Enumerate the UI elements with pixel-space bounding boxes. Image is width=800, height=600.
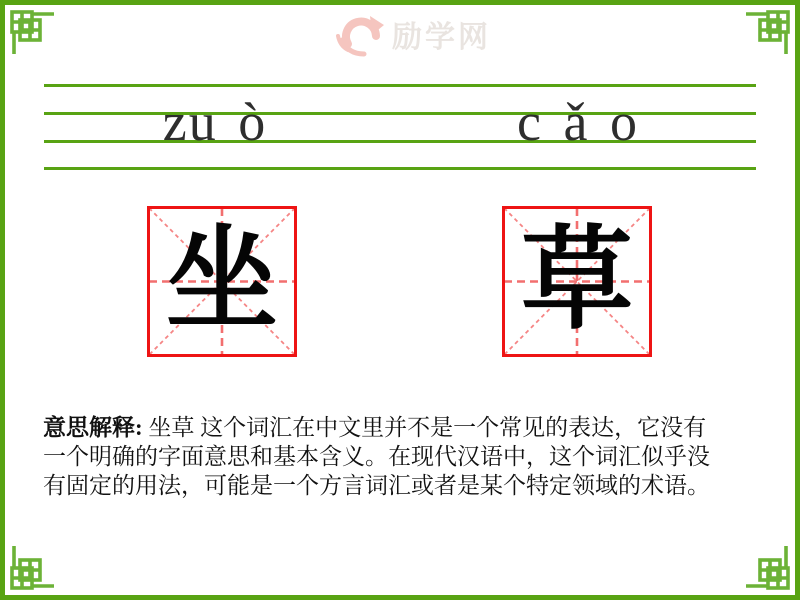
explanation-line [43, 413, 767, 442]
character-box-cao [502, 206, 652, 357]
explanation-line: 一个明确的字面意思和基本含义。在现代汉语中，这个词汇似乎没 [43, 444, 710, 469]
brand-name: 励学网 [392, 21, 491, 54]
corner-ornament-icon [745, 545, 795, 595]
corner-ornament-icon [5, 5, 55, 55]
pinyin-grid-line [44, 167, 756, 170]
hanzi-zuo: 坐 [166, 219, 278, 343]
corner-ornament-icon [5, 545, 55, 595]
corner-ornament-icon [745, 5, 795, 55]
phoenix-swirl-icon [334, 10, 392, 58]
character-box-zuo [147, 206, 297, 357]
explanation-paragraph [43, 413, 767, 500]
pinyin-word-cao: c ǎ o [517, 92, 639, 152]
pinyin-grid-line [44, 84, 756, 87]
brand-watermark [334, 10, 491, 58]
pinyin-word-zuo: zu ò [162, 92, 268, 152]
hanzi-cao: 草 [521, 219, 633, 343]
explanation-label: 意思解释: [43, 415, 143, 440]
explanation-line: 有固定的用法，可能是一个方言词汇或者是某个特定领域的术语。 [43, 473, 710, 498]
explanation-text: 坐草 这个词汇在中文里并不是一个常见的表达，它没有 [142, 415, 707, 440]
